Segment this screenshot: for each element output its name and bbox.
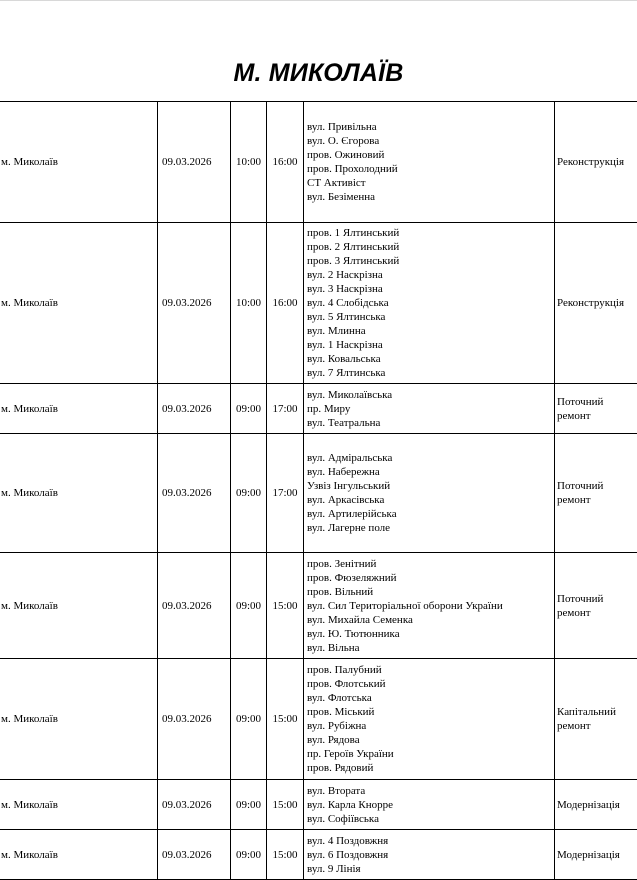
work-type-cell: Модернізація: [555, 780, 637, 830]
outage-schedule-table: [0, 101, 637, 880]
street-name: вул. 9 Лінія: [307, 862, 361, 875]
streets-cell: [304, 780, 555, 830]
end-time-cell: 15:00: [267, 780, 304, 830]
date-cell: 09.03.2026: [158, 553, 231, 659]
start-time-cell: 10:00: [231, 102, 267, 223]
date-cell: 09.03.2026: [158, 223, 231, 384]
work-type-cell: Поточний ремонт: [555, 553, 637, 659]
street-name: вул. Софіївська: [307, 812, 379, 825]
street-name: пров. Зенітний: [307, 557, 377, 570]
date-cell: 09.03.2026: [158, 780, 231, 830]
city-cell: м. Миколаїв: [0, 102, 158, 223]
work-type-cell: Поточний ремонт: [555, 434, 637, 553]
street-name: пров. Фюзеляжний: [307, 571, 397, 584]
city-cell: м. Миколаїв: [0, 553, 158, 659]
table-row: [0, 553, 637, 659]
city-cell: м. Миколаїв: [0, 659, 158, 780]
street-name: вул. 4 Поздовжня: [307, 834, 389, 847]
street-name: вул. Театральна: [307, 416, 381, 429]
start-time-cell: 09:00: [231, 830, 267, 880]
street-name: пров. 3 Ялтинський: [307, 255, 400, 267]
street-name: вул. 3 Наскрізна: [307, 283, 383, 295]
street-name: вул. Безіменна: [307, 191, 376, 203]
work-type-cell: Реконструкція: [555, 223, 637, 384]
top-divider: [0, 0, 637, 1]
street-name: вул. Привільна: [307, 121, 377, 133]
street-name: вул. Сил Територіальної оборони України: [307, 599, 503, 612]
city-cell: м. Миколаїв: [0, 434, 158, 553]
city-cell: м. Миколаїв: [0, 384, 158, 434]
street-name: пров. 1 Ялтинський: [307, 227, 400, 239]
street-name: вул. Втората: [307, 784, 366, 797]
street-name: вул. 5 Ялтинська: [307, 311, 386, 323]
start-time-cell: 09:00: [231, 659, 267, 780]
street-name: вул. Миколаївська: [307, 388, 393, 401]
street-name: пров. Флотський: [307, 678, 386, 690]
street-name: пров. 2 Ялтинський: [307, 241, 400, 253]
date-cell: 09.03.2026: [158, 434, 231, 553]
end-time-cell: 17:00: [267, 384, 304, 434]
street-name: вул. Лагерне поле: [307, 522, 391, 534]
street-name: вул. О. Єгорова: [307, 135, 380, 147]
table-row: [0, 102, 637, 223]
streets-cell: [304, 553, 555, 659]
street-name: вул. 7 Ялтинська: [307, 367, 386, 379]
street-name: пров. Прохолодний: [307, 163, 398, 175]
street-name: вул. Адміральська: [307, 452, 393, 464]
work-type-cell: Капітальний ремонт: [555, 659, 637, 780]
street-name: вул. Ю. Тютюнника: [307, 627, 400, 640]
street-name: вул. Карла Кнорре: [307, 798, 393, 811]
street-name: вул. 2 Наскрізна: [307, 269, 383, 281]
street-name: вул. Вільна: [307, 641, 360, 654]
street-name: вул. Аркасівська: [307, 494, 385, 506]
street-name: вул. 4 Слобідська: [307, 297, 389, 309]
street-name: пров. Палубний: [307, 664, 382, 676]
street-name: пров. Ожиновий: [307, 149, 385, 161]
street-name: пров. Вільний: [307, 585, 374, 598]
street-name: вул. Ковальська: [307, 353, 381, 365]
street-name: пр. Миру: [307, 402, 351, 415]
table-row: [0, 830, 637, 880]
city-cell: м. Миколаїв: [0, 830, 158, 880]
street-name: Узвіз Інгульський: [307, 480, 391, 492]
start-time-cell: 09:00: [231, 780, 267, 830]
end-time-cell: 17:00: [267, 434, 304, 553]
street-name: пров. Рядовий: [307, 762, 374, 774]
street-name: пров. Міський: [307, 706, 375, 718]
end-time-cell: 16:00: [267, 223, 304, 384]
date-cell: 09.03.2026: [158, 102, 231, 223]
end-time-cell: 16:00: [267, 102, 304, 223]
street-name: вул. Михайла Семенка: [307, 613, 413, 626]
start-time-cell: 10:00: [231, 223, 267, 384]
end-time-cell: 15:00: [267, 830, 304, 880]
table-row: [0, 659, 637, 780]
end-time-cell: 15:00: [267, 553, 304, 659]
street-name: вул. 6 Поздовжня: [307, 848, 389, 861]
work-type-cell: Модернізація: [555, 830, 637, 880]
streets-cell: [304, 659, 555, 780]
start-time-cell: 09:00: [231, 434, 267, 553]
streets-cell: [304, 434, 555, 553]
street-name: вул. Млинна: [307, 325, 366, 337]
work-type-cell: Поточний ремонт: [555, 384, 637, 434]
street-name: вул. Рядова: [307, 734, 360, 746]
table-row: [0, 434, 637, 553]
streets-cell: [304, 102, 555, 223]
start-time-cell: 09:00: [231, 384, 267, 434]
streets-cell: [304, 830, 555, 880]
city-cell: м. Миколаїв: [0, 223, 158, 384]
table-row: [0, 780, 637, 830]
table-row: [0, 223, 637, 384]
start-time-cell: 09:00: [231, 553, 267, 659]
streets-cell: [304, 223, 555, 384]
date-cell: 09.03.2026: [158, 830, 231, 880]
street-name: вул. Рубіжна: [307, 720, 367, 732]
date-cell: 09.03.2026: [158, 659, 231, 780]
end-time-cell: 15:00: [267, 659, 304, 780]
street-name: вул. Артилерійська: [307, 508, 397, 520]
street-name: вул. Флотська: [307, 692, 372, 704]
streets-cell: [304, 384, 555, 434]
table-row: [0, 384, 637, 434]
street-name: пр. Героїв України: [307, 748, 394, 760]
street-name: СТ Активіст: [307, 177, 366, 189]
work-type-cell: Реконструкція: [555, 102, 637, 223]
street-name: вул. 1 Наскрізна: [307, 339, 383, 351]
street-name: вул. Набережна: [307, 466, 380, 478]
page-title: М. МИКОЛАЇВ: [233, 59, 404, 87]
date-cell: 09.03.2026: [158, 384, 231, 434]
city-cell: м. Миколаїв: [0, 780, 158, 830]
